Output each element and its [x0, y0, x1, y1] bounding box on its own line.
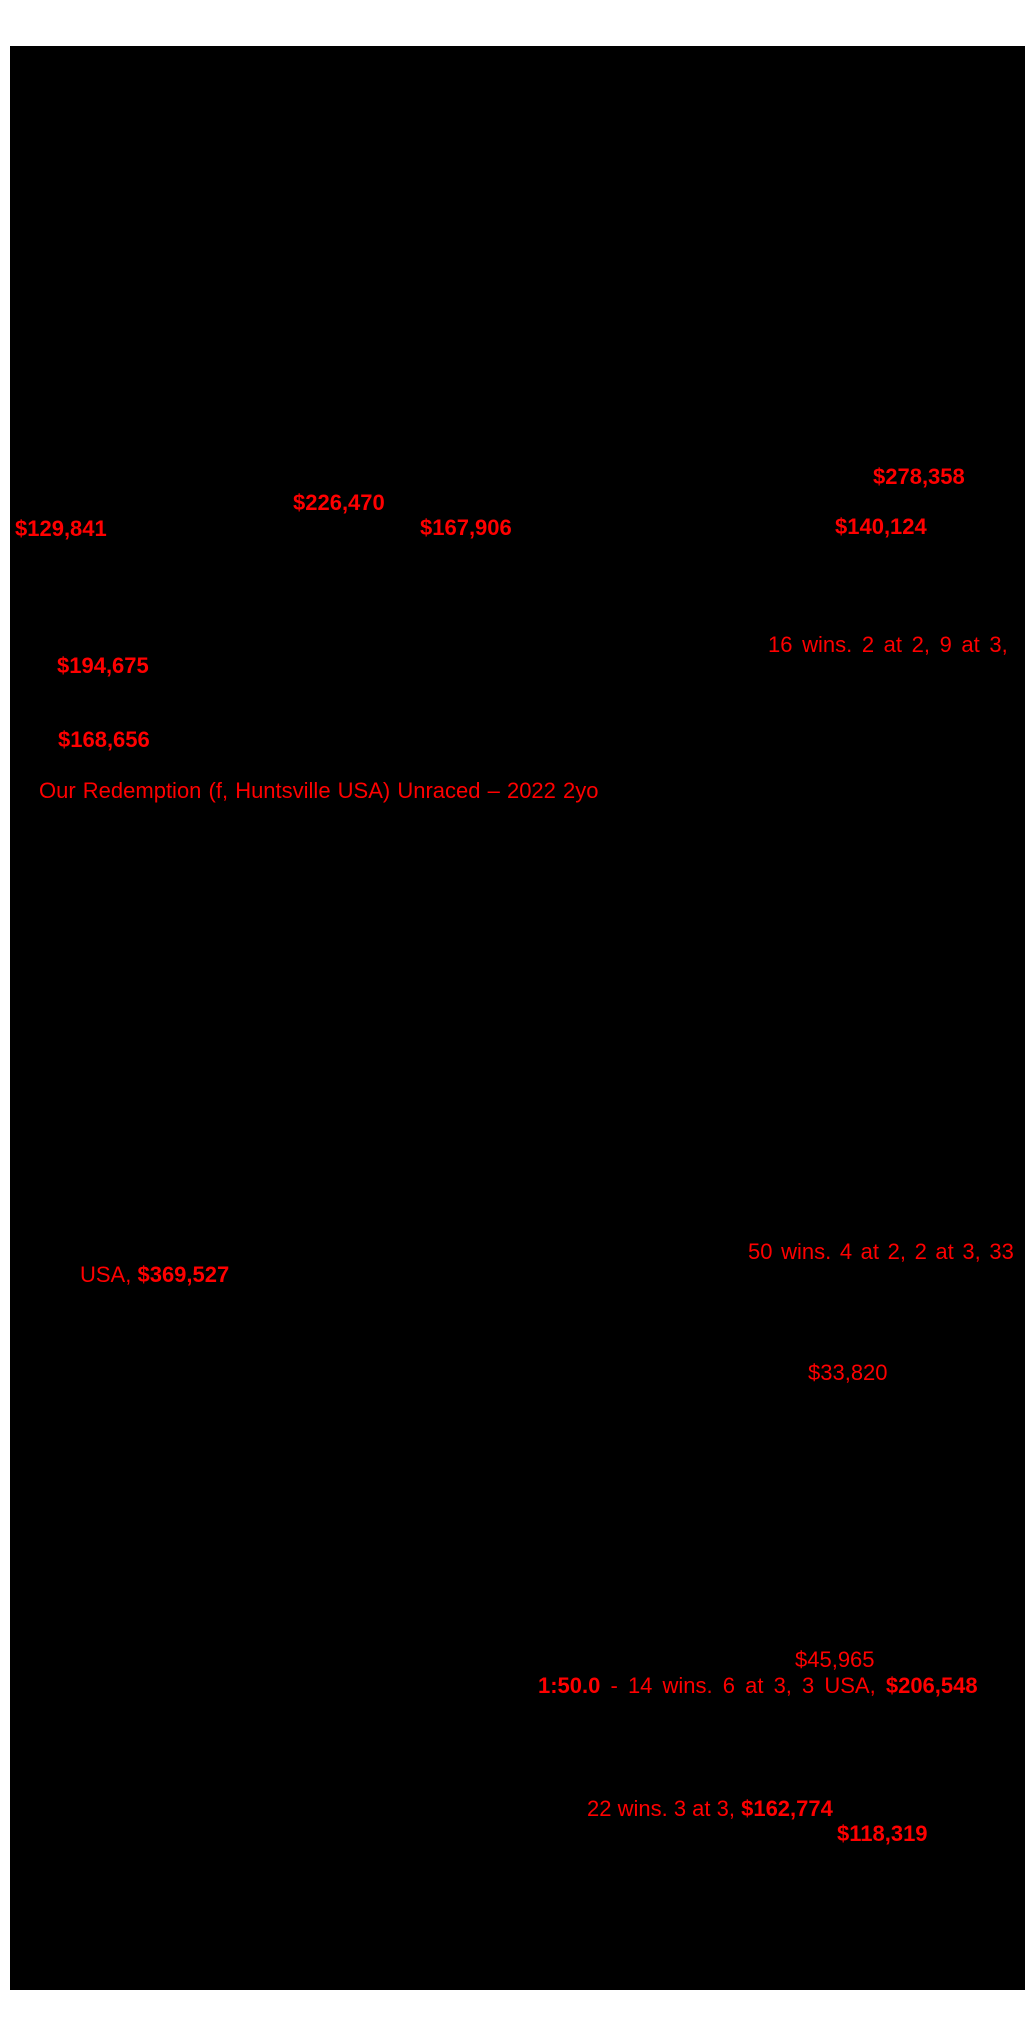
earnings-226470 [293, 492, 385, 514]
race-record-22-wins [587, 1798, 833, 1820]
earnings-45965-part-0: $45,965 [795, 1647, 875, 1672]
earnings-226470-part-0: $226,470 [293, 490, 385, 515]
earnings-167906 [420, 517, 512, 539]
race-record-16-wins [768, 634, 1008, 656]
race-record-150-14-wins-part-2: $206,548 [885, 1673, 978, 1698]
race-record-22-wins-part-0: 22 wins. 3 at 3, [587, 1796, 742, 1821]
earnings-167906-part-0: $167,906 [420, 515, 512, 540]
earnings-118319 [837, 1823, 928, 1845]
earnings-278358-part-0: $278,358 [873, 464, 965, 489]
earnings-194675 [57, 655, 149, 677]
horse-entry-our-redemption-part-0: Our Redemption (f, Huntsville USA) Unraced – 2022 2yo [39, 778, 599, 803]
earnings-194675-part-0: $194,675 [57, 653, 149, 678]
earnings-118319-part-0: $118,319 [837, 1821, 928, 1846]
earnings-usa-369527 [80, 1264, 229, 1286]
race-record-150-14-wins-part-1: - 14 wins. 6 at 3, 3 USA, [600, 1673, 886, 1698]
earnings-140124 [835, 516, 927, 538]
earnings-33820-part-0: $33,820 [808, 1360, 888, 1385]
horse-entry-our-redemption [39, 780, 598, 802]
earnings-168656-part-0: $168,656 [58, 727, 150, 752]
earnings-168656 [58, 729, 150, 751]
race-record-50-wins [748, 1241, 1014, 1263]
earnings-33820 [808, 1362, 888, 1384]
race-record-22-wins-part-1: $162,774 [741, 1796, 833, 1821]
earnings-140124-part-0: $140,124 [835, 514, 927, 539]
race-record-150-14-wins-part-0: 1:50.0 [538, 1673, 601, 1698]
race-record-150-14-wins [538, 1675, 978, 1697]
earnings-usa-369527-part-0: USA, [80, 1262, 138, 1287]
earnings-45965 [795, 1649, 875, 1671]
earnings-129841-part-0: $129,841 [15, 516, 107, 541]
earnings-278358 [873, 466, 965, 488]
race-record-16-wins-part-0: 16 wins. 2 at 2, 9 at 3, [768, 632, 1008, 657]
earnings-usa-369527-part-1: $369,527 [137, 1262, 230, 1287]
earnings-129841 [15, 518, 107, 540]
race-record-50-wins-part-0: 50 wins. 4 at 2, 2 at 3, 33 [748, 1239, 1014, 1264]
